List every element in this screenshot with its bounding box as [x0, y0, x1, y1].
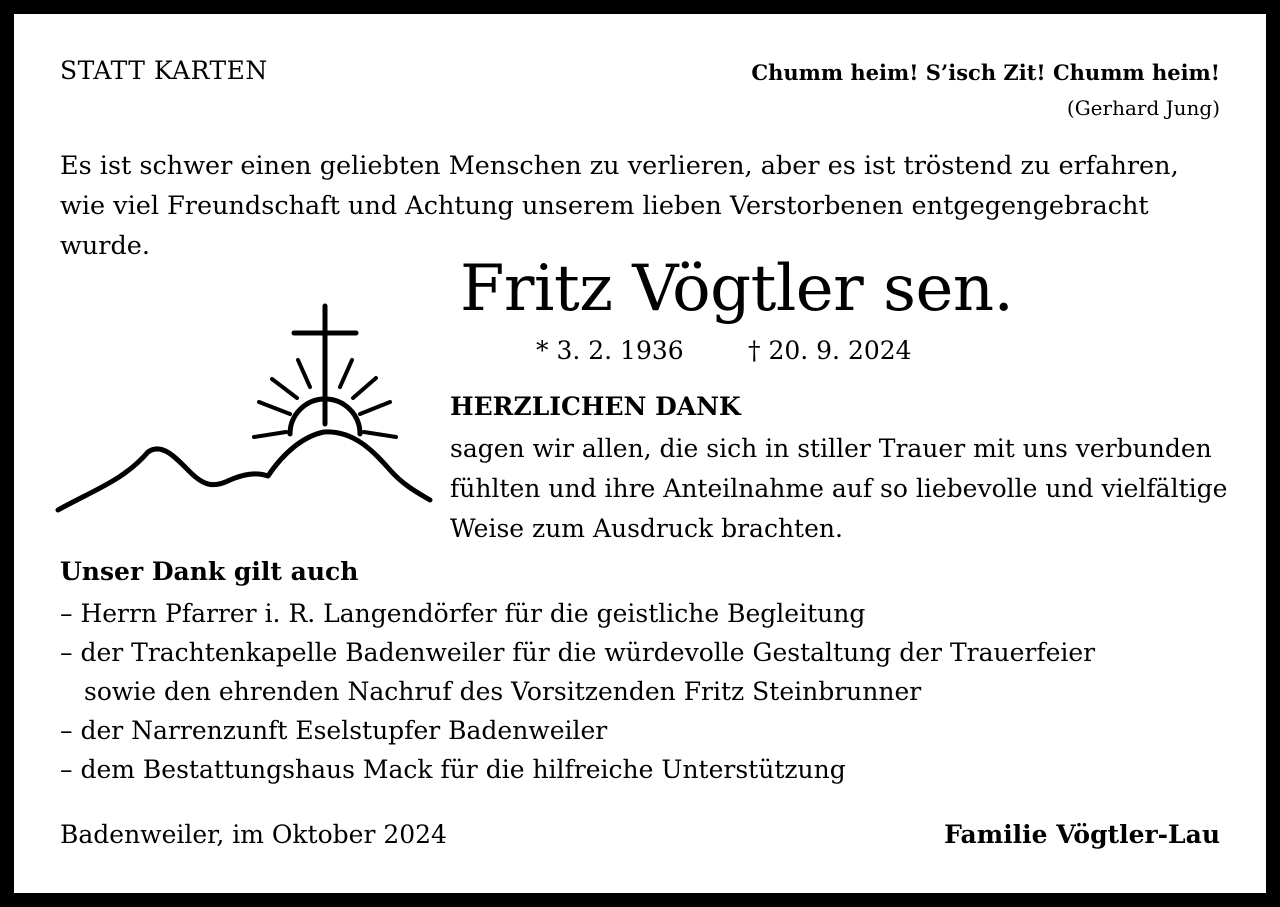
birth-date: * 3. 2. 1936 — [536, 336, 684, 365]
thanks-line: Weise zum Ausdruck brachten. — [450, 514, 843, 543]
quote-author: (Gerhard Jung) — [1066, 96, 1220, 120]
statt-karten-label: STATT KARTEN — [60, 56, 268, 85]
thanks-text — [450, 429, 1227, 549]
mountain-cross-sunrise-icon — [54, 302, 434, 522]
intro-text: Es ist schwer einen geliebten Menschen zu verlieren, aber es ist tröstend zu erfahren, wie viel Freundschaft und Achtung unserem lieben Verstorbenen entgegengebracht wurde. — [60, 151, 1179, 261]
list-item-continuation: sowie den ehrenden Nachruf des Vorsitzenden Fritz Steinbrunner — [84, 677, 922, 706]
family-signature: Familie Vögtler-Lau — [944, 820, 1220, 849]
dialect-quote: Chumm heim! S’isch Zit! Chumm heim! — [751, 60, 1220, 85]
list-item: – Herrn Pfarrer i. R. Langendörfer für die geistliche Begleitung — [60, 599, 866, 628]
obituary-card — [14, 14, 1266, 893]
list-item: – der Narrenzunft Eselstupfer Badenweiler — [60, 716, 608, 745]
acknowledgements-list — [60, 594, 1095, 789]
acknowledgements-heading: Unser Dank gilt auch — [60, 557, 359, 586]
death-date: † 20. 9. 2024 — [748, 336, 912, 365]
list-item: – der Trachtenkapelle Badenweiler für die würdevolle Gestaltung der Trauerfeier — [60, 638, 1096, 667]
place-date: Badenweiler, im Oktober 2024 — [60, 820, 447, 849]
thanks-line: fühlten und ihre Anteilnahme auf so liebevolle und vielfältige — [450, 474, 1228, 503]
thanks-heading: HERZLICHEN DANK — [450, 392, 741, 421]
deceased-name: Fritz Vögtler sen. — [460, 252, 1014, 326]
thanks-line: sagen wir allen, die sich in stiller Trauer mit uns verbunden — [450, 434, 1212, 463]
list-item: – dem Bestattungshaus Mack für die hilfreiche Unterstützung — [60, 755, 846, 784]
